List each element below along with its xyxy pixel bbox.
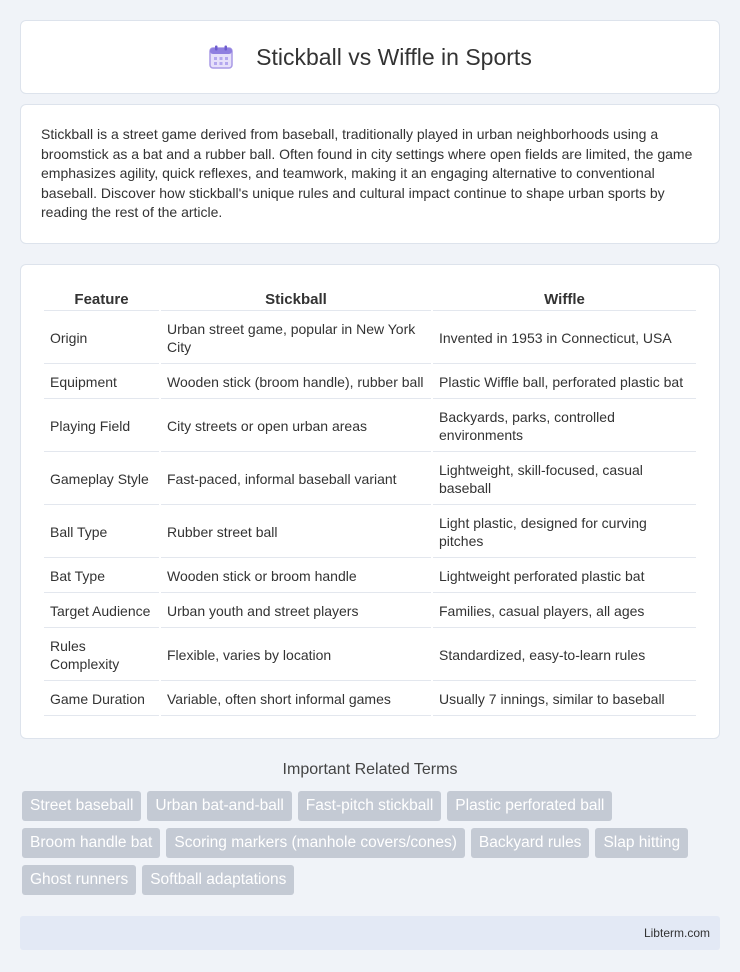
table-cell: Urban street game, popular in New York City	[161, 313, 431, 364]
table-cell: Flexible, varies by location	[161, 630, 431, 681]
table-cell: Equipment	[44, 366, 159, 399]
table-cell: Standardized, easy-to-learn rules	[433, 630, 696, 681]
related-term-tag[interactable]: Scoring markers (manhole covers/cones)	[166, 828, 465, 858]
table-cell: Playing Field	[44, 401, 159, 452]
related-term-tag[interactable]: Softball adaptations	[142, 865, 294, 895]
table-cell: Variable, often short informal games	[161, 683, 431, 716]
table-cell: Game Duration	[44, 683, 159, 716]
table-cell: Invented in 1953 in Connecticut, USA	[433, 313, 696, 364]
comparison-table-card	[20, 264, 720, 739]
column-header: Feature	[44, 287, 159, 311]
related-term-tag[interactable]: Broom handle bat	[22, 828, 160, 858]
table-cell: Plastic Wiffle ball, perforated plastic bat	[433, 366, 696, 399]
table-cell: Usually 7 innings, similar to baseball	[433, 683, 696, 716]
column-header: Wiffle	[433, 287, 696, 311]
footer	[20, 916, 720, 950]
table-cell: Fast-paced, informal baseball variant	[161, 454, 431, 505]
table-row	[44, 454, 696, 505]
related-term-tag[interactable]: Slap hitting	[595, 828, 688, 858]
table-cell: Urban youth and street players	[161, 595, 431, 628]
table-cell: Gameplay Style	[44, 454, 159, 505]
table-cell: Lightweight perforated plastic bat	[433, 560, 696, 593]
related-term-tag[interactable]: Ghost runners	[22, 865, 136, 895]
table-cell: Lightweight, skill-focused, casual baseball	[433, 454, 696, 505]
table-cell: Light plastic, designed for curving pitches	[433, 507, 696, 558]
table-cell: Rubber street ball	[161, 507, 431, 558]
table-cell: Rules Complexity	[44, 630, 159, 681]
table-row	[44, 683, 696, 716]
table-cell: Origin	[44, 313, 159, 364]
related-term-tag[interactable]: Backyard rules	[471, 828, 590, 858]
table-row	[44, 630, 696, 681]
column-header: Stickball	[161, 287, 431, 311]
table-header-row	[44, 287, 696, 311]
related-terms-list	[22, 791, 720, 902]
related-terms-title: Important Related Terms	[282, 760, 458, 778]
related-term-tag[interactable]: Urban bat-and-ball	[147, 791, 291, 821]
comparison-table	[42, 285, 698, 718]
table-cell: Ball Type	[44, 507, 159, 558]
table-cell: Wooden stick or broom handle	[161, 560, 431, 593]
table-row	[44, 560, 696, 593]
table-cell: Families, casual players, all ages	[433, 595, 696, 628]
table-cell: Backyards, parks, controlled environments	[433, 401, 696, 452]
table-row	[44, 366, 696, 399]
related-term-tag[interactable]: Plastic perforated ball	[447, 791, 612, 821]
table-row	[44, 507, 696, 558]
page-header	[20, 20, 720, 94]
table-cell: Target Audience	[44, 595, 159, 628]
table-row	[44, 401, 696, 452]
table-cell: Wooden stick (broom handle), rubber ball	[161, 366, 431, 399]
table-cell: City streets or open urban areas	[161, 401, 431, 452]
table-row	[44, 595, 696, 628]
table-cell: Bat Type	[44, 560, 159, 593]
page-title: Stickball vs Wiffle in Sports	[256, 43, 532, 70]
related-term-tag[interactable]: Fast-pitch stickball	[298, 791, 441, 821]
intro-paragraph: Stickball is a street game derived from baseball, traditionally played in urban neighborhoods using a broomstick as a bat and a rubber ball. Often found in city settings where open fields are limited, the game emphasizes agility, quick reflexes, and teamwork, making it an engaging alternative to conventional baseball. Discover how stickball's unique rules and cultural impact continue to shape urban sports by reading the rest of the article.	[20, 104, 720, 244]
footer-site-link[interactable]: Libterm.com	[643, 925, 710, 940]
related-term-tag[interactable]: Street baseball	[22, 791, 141, 821]
table-row	[44, 313, 696, 364]
calendar-icon	[208, 44, 234, 70]
